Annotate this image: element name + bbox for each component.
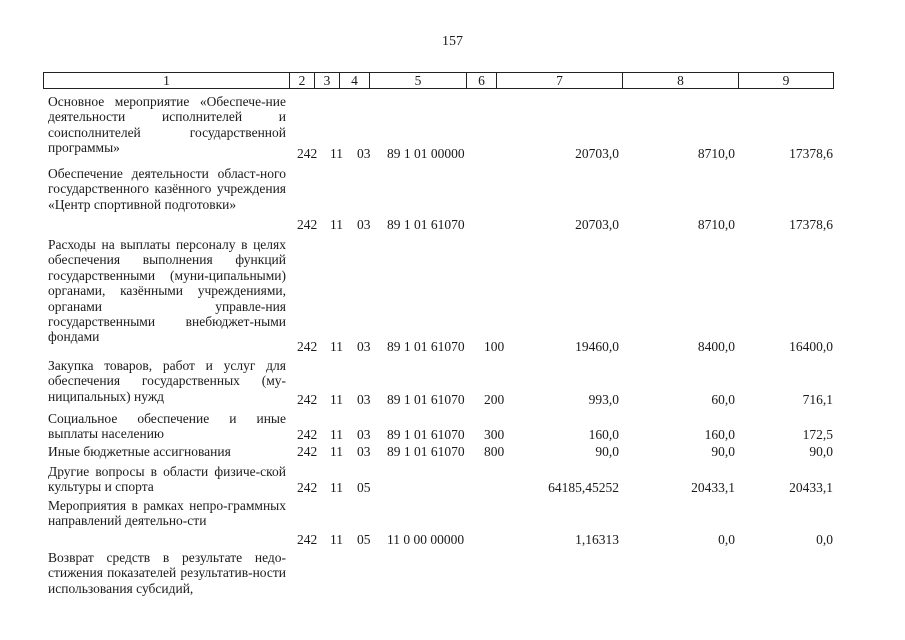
row-c9: 716,1 <box>802 392 833 407</box>
row-c9: 90,0 <box>809 444 833 459</box>
row-c9: 20433,1 <box>789 480 833 495</box>
row-description: Закупка товаров, работ и услуг для обеспечения государственных (му-ниципальных) нужд <box>48 358 286 404</box>
row-c4: 03 <box>357 339 371 354</box>
row-c3: 11 <box>330 480 343 495</box>
row-c7: 20703,0 <box>575 146 619 161</box>
column-header-8: 8 <box>623 73 739 89</box>
row-description: Другие вопросы в области физиче-ской культуры и спорта <box>48 464 286 495</box>
row-c6: 100 <box>484 339 505 354</box>
row-c8: 8400,0 <box>697 339 735 354</box>
row-c9: 17378,6 <box>789 146 833 161</box>
row-c2: 242 <box>297 217 318 232</box>
row-c9: 172,5 <box>802 427 833 442</box>
row-c7: 64185,45252 <box>548 480 619 495</box>
row-c4: 05 <box>357 480 371 495</box>
row-c7: 19460,0 <box>575 339 619 354</box>
row-description: Обеспечение деятельности област-ного государственного казённого учреждения «Центр спортивной подготовки» <box>48 166 286 212</box>
row-c2: 242 <box>297 146 318 161</box>
row-c4: 03 <box>357 217 371 232</box>
row-c4: 03 <box>357 427 371 442</box>
row-c2: 242 <box>297 480 318 495</box>
row-c8: 90,0 <box>711 444 735 459</box>
row-c9: 16400,0 <box>789 339 833 354</box>
row-c5: 89 1 01 61070 <box>387 444 465 459</box>
row-c8: 0,0 <box>718 532 735 547</box>
column-header-3: 3 <box>315 73 340 89</box>
row-c6: 800 <box>484 444 505 459</box>
row-c7: 90,0 <box>595 444 619 459</box>
row-c5: 11 0 00 00000 <box>387 532 465 547</box>
page-number: 157 <box>442 34 463 49</box>
row-c3: 11 <box>330 532 343 547</box>
row-c3: 11 <box>330 217 343 232</box>
row-c7: 160,0 <box>588 427 619 442</box>
row-c7: 20703,0 <box>575 217 619 232</box>
column-header-row <box>44 73 834 89</box>
row-c8: 20433,1 <box>691 480 735 495</box>
row-c6: 200 <box>484 392 505 407</box>
row-description: Мероприятия в рамках непро-граммных направлений деятельно-сти <box>48 498 286 529</box>
row-description: Социальное обеспечение и иные выплаты населению <box>48 411 286 442</box>
row-c4: 03 <box>357 392 371 407</box>
column-header-9: 9 <box>739 73 834 89</box>
row-c2: 242 <box>297 532 318 547</box>
row-c2: 242 <box>297 427 318 442</box>
row-description: Основное мероприятие «Обеспече-ние деятельности исполнителей и соисполнителей государственной программы» <box>48 94 286 156</box>
column-header-2: 2 <box>290 73 315 89</box>
row-c6: 300 <box>484 427 505 442</box>
row-c3: 11 <box>330 339 343 354</box>
row-description: Иные бюджетные ассигнования <box>48 444 231 459</box>
row-c3: 11 <box>330 392 343 407</box>
column-header-5: 5 <box>370 73 467 89</box>
column-header-table <box>43 72 834 89</box>
row-c5: 89 1 01 00000 <box>387 146 465 161</box>
row-c5: 89 1 01 61070 <box>387 339 465 354</box>
row-c7: 1,16313 <box>575 532 619 547</box>
row-c3: 11 <box>330 146 343 161</box>
row-c3: 11 <box>330 427 343 442</box>
row-c4: 05 <box>357 532 371 547</box>
row-c8: 8710,0 <box>697 217 735 232</box>
row-c4: 03 <box>357 146 371 161</box>
row-c2: 242 <box>297 392 318 407</box>
column-header-4: 4 <box>340 73 370 89</box>
row-c8: 160,0 <box>704 427 735 442</box>
row-c3: 11 <box>330 444 343 459</box>
row-description: Расходы на выплаты персоналу в целях обеспечения выполнения функций государственными (муни-ципальными) органами, казёнными учреждениями, органами управле-ния государственными внебюджет-ными фондами <box>48 237 286 345</box>
row-c8: 60,0 <box>711 392 735 407</box>
row-c9: 17378,6 <box>789 217 833 232</box>
column-header-1: 1 <box>44 73 290 89</box>
column-header-6: 6 <box>467 73 497 89</box>
row-c5: 89 1 01 61070 <box>387 392 465 407</box>
row-c7: 993,0 <box>588 392 619 407</box>
row-c2: 242 <box>297 339 318 354</box>
row-c5: 89 1 01 61070 <box>387 427 465 442</box>
row-c8: 8710,0 <box>697 146 735 161</box>
row-c4: 03 <box>357 444 371 459</box>
row-c9: 0,0 <box>816 532 833 547</box>
row-description: Возврат средств в результате недо-стижения показателей результатив-ности использования субсидий, <box>48 550 286 596</box>
column-header-7: 7 <box>497 73 623 89</box>
row-c2: 242 <box>297 444 318 459</box>
row-c5: 89 1 01 61070 <box>387 217 465 232</box>
